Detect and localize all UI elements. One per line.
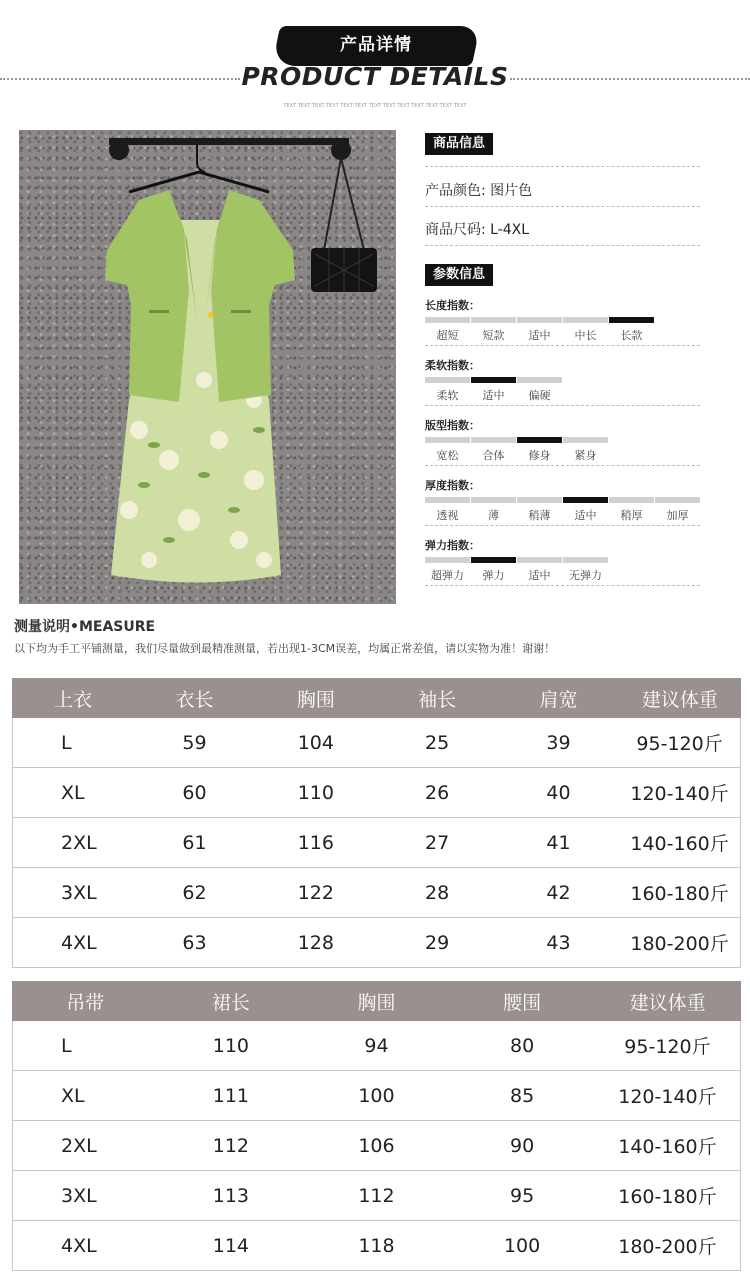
column-header: 裙长 (158, 982, 304, 1021)
table-cell: 27 (376, 818, 497, 868)
table-header-row (13, 679, 741, 718)
table-cell: XL (13, 1071, 159, 1121)
table-row (13, 1121, 741, 1171)
table-cell: 110 (158, 1021, 304, 1071)
table-cell: 62 (134, 868, 255, 918)
index-bar-segment (563, 557, 608, 563)
table-row (13, 1221, 741, 1271)
table-row (13, 868, 741, 918)
index-bar-segment (517, 437, 562, 443)
index-option-label: 加厚 (666, 509, 689, 522)
index-bar-segment (425, 557, 470, 563)
product-size-line: 商品尺码: L-4XL (425, 222, 530, 238)
table-row (13, 718, 741, 768)
table-cell: 104 (255, 718, 376, 768)
table-cell: 112 (304, 1171, 450, 1221)
index-option-label: 适中 (528, 329, 551, 342)
index-bar-segment (563, 317, 608, 323)
column-header: 建议体重 (619, 679, 740, 718)
index-option-label: 合体 (482, 449, 505, 462)
index-bar-segment (425, 437, 470, 443)
index-bar-segment (425, 497, 470, 503)
table-row (13, 918, 741, 968)
table-cell: 116 (255, 818, 376, 868)
divider (425, 465, 700, 466)
column-header: 胸围 (255, 679, 376, 718)
cn-title: 产品详情 (340, 35, 412, 55)
index-option-label: 适中 (482, 389, 505, 402)
table-cell: L (13, 1021, 159, 1071)
index-bar-segment (609, 497, 654, 503)
table-row (13, 1021, 741, 1071)
table-cell: XL (13, 768, 134, 818)
index-bar-segment (425, 377, 470, 383)
index-option-label: 薄 (488, 509, 499, 522)
index-bar-segment (517, 317, 562, 323)
index-option-label: 中长 (574, 329, 597, 342)
index-label: 版型指数： (425, 419, 480, 432)
column-header: 衣长 (134, 679, 255, 718)
divider (425, 525, 700, 526)
table-row (13, 768, 741, 818)
table-cell: 3XL (13, 1171, 159, 1221)
index-option-label: 长款 (620, 329, 643, 342)
index-option-label: 宽松 (436, 449, 459, 462)
table-cell: 110 (255, 768, 376, 818)
table-cell: 95-120斤 (595, 1021, 741, 1071)
measure-note: 以下均为手工平铺测量，我们尽量做到最精准测量，若出现1-3CM误差，均属正常差值，请以实物为准！谢谢！ (14, 642, 556, 655)
header-subtext: TEXT TEXT TEXT TEXT TEXT TEXT TEXT TEXT TEXT TEXT TEXT TEXT TEXT (283, 103, 467, 109)
dotted-divider-left (0, 78, 240, 80)
column-header: 吊带 (13, 982, 159, 1021)
index-bar-segment (655, 497, 700, 503)
index-label: 厚度指数： (425, 479, 480, 492)
divider (425, 345, 700, 346)
dotted-divider-right (510, 78, 750, 80)
column-header: 建议体重 (595, 982, 741, 1021)
table-cell: 160-180斤 (619, 868, 740, 918)
index-option-label: 紧身 (574, 449, 597, 462)
table-cell: 42 (498, 868, 619, 918)
table-row (13, 1071, 741, 1121)
index-option-label: 适中 (574, 509, 597, 522)
table-cell: 60 (134, 768, 255, 818)
index-bar-segment (471, 437, 516, 443)
table-cell: 40 (498, 768, 619, 818)
table-cell: 59 (134, 718, 255, 768)
index-bar-segment (471, 377, 516, 383)
table-cell: 180-200斤 (595, 1221, 741, 1271)
table-cell: 25 (376, 718, 497, 768)
table-cell: 118 (304, 1221, 450, 1271)
column-header: 肩宽 (498, 679, 619, 718)
table-cell: 100 (304, 1071, 450, 1121)
column-header: 袖长 (376, 679, 497, 718)
index-bar-segment (517, 377, 562, 383)
table-cell: 120-140斤 (619, 768, 740, 818)
table-cell: 95-120斤 (619, 718, 740, 768)
table-cell: 29 (376, 918, 497, 968)
tag-params-info: 参数信息 (425, 264, 493, 286)
index-option-label: 透视 (436, 509, 459, 522)
table-cell: 160-180斤 (595, 1171, 741, 1221)
column-header: 上衣 (13, 679, 134, 718)
table-cell: 4XL (13, 918, 134, 968)
table-cell: 4XL (13, 1221, 159, 1271)
product-photo (19, 130, 396, 604)
table-cell: 39 (498, 718, 619, 768)
table-row (13, 1171, 741, 1221)
index-option-label: 修身 (528, 449, 551, 462)
index-option-label: 超短 (436, 329, 459, 342)
product-details-title: PRODUCT DETAILS (241, 62, 509, 91)
table-cell: 112 (158, 1121, 304, 1171)
index-bar-segment (425, 317, 470, 323)
table-cell: 28 (376, 868, 497, 918)
table-cell: 90 (449, 1121, 595, 1171)
table-cell: L (13, 718, 134, 768)
index-option-label: 偏硬 (528, 389, 551, 402)
divider (425, 405, 700, 406)
index-option-label: 稍厚 (620, 509, 643, 522)
measure-title: 测量说明•MEASURE (14, 619, 156, 635)
divider (425, 245, 700, 246)
index-bar-segment (471, 317, 516, 323)
table-cell: 2XL (13, 818, 134, 868)
divider (425, 166, 700, 167)
table-cell: 80 (449, 1021, 595, 1071)
column-header: 腰围 (449, 982, 595, 1021)
table-cell: 120-140斤 (595, 1071, 741, 1121)
index-bar-segment (609, 317, 654, 323)
index-bar-segment (563, 437, 608, 443)
table-cell: 3XL (13, 868, 134, 918)
table-cell: 26 (376, 768, 497, 818)
index-label: 长度指数： (425, 299, 480, 312)
table-header-row (13, 982, 741, 1021)
table-cell: 43 (498, 918, 619, 968)
top-size-table (12, 678, 741, 968)
table-cell: 140-160斤 (595, 1121, 741, 1171)
table-row (13, 818, 741, 868)
index-bar-segment (563, 497, 608, 503)
table-cell: 63 (134, 918, 255, 968)
index-label: 柔软指数： (425, 359, 480, 372)
index-option-label: 短款 (482, 329, 505, 342)
table-cell: 100 (449, 1221, 595, 1271)
index-option-label: 无弹力 (569, 569, 602, 582)
table-cell: 180-200斤 (619, 918, 740, 968)
index-option-label: 柔软 (436, 389, 459, 402)
table-cell: 111 (158, 1071, 304, 1121)
table-cell: 2XL (13, 1121, 159, 1171)
index-option-label: 超弹力 (431, 569, 464, 582)
index-option-label: 稍薄 (528, 509, 551, 522)
dress-size-table (12, 981, 741, 1271)
table-cell: 61 (134, 818, 255, 868)
table-cell: 122 (255, 868, 376, 918)
divider (425, 585, 700, 586)
table-cell: 128 (255, 918, 376, 968)
product-color-line: 产品颜色: 图片色 (425, 183, 533, 199)
index-bar-segment (517, 497, 562, 503)
index-bar-segment (517, 557, 562, 563)
index-bar-segment (471, 497, 516, 503)
table-cell: 106 (304, 1121, 450, 1171)
table-cell: 85 (449, 1071, 595, 1121)
tag-goods-info: 商品信息 (425, 133, 493, 155)
column-header: 胸围 (304, 982, 450, 1021)
index-option-label: 适中 (528, 569, 551, 582)
table-cell: 113 (158, 1171, 304, 1221)
table-cell: 140-160斤 (619, 818, 740, 868)
divider (425, 206, 700, 207)
index-bar-segment (471, 557, 516, 563)
index-option-label: 弹力 (482, 569, 505, 582)
table-cell: 94 (304, 1021, 450, 1071)
index-label: 弹力指数： (425, 539, 480, 552)
table-cell: 95 (449, 1171, 595, 1221)
table-cell: 41 (498, 818, 619, 868)
table-cell: 114 (158, 1221, 304, 1271)
